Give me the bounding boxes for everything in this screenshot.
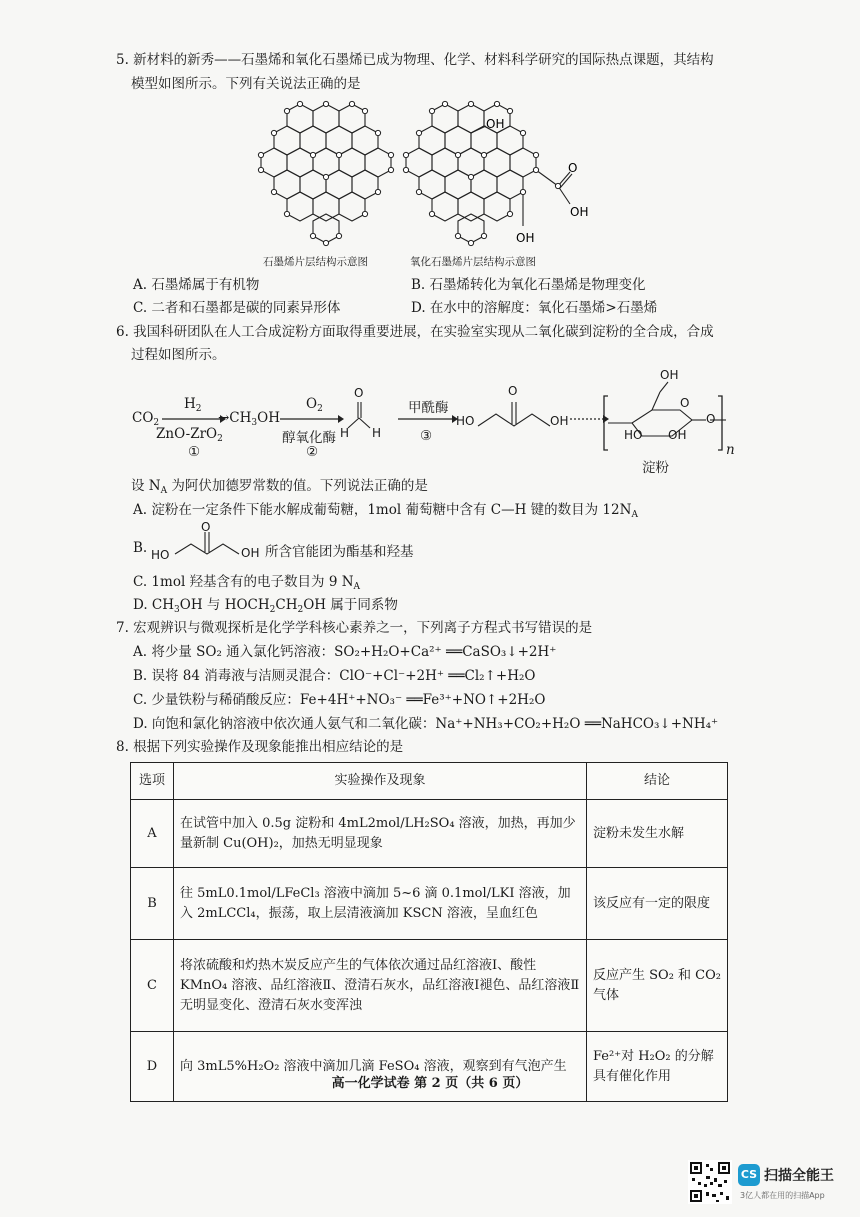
graphene-oxide-structure-diagram [400, 96, 600, 248]
graphene-structure-diagram [255, 96, 395, 248]
q6-d-d: OH 属于同系物 [303, 597, 398, 613]
q8-stem: 8. 根据下列实验操作及现象能推出相应结论的是 [116, 739, 404, 755]
formaldehyde-o: O [354, 386, 364, 400]
q5-option-c: C. 二者和石墨都是碳的同素异形体 [133, 300, 341, 316]
q6-b-o: O [201, 520, 211, 534]
experiment-table [130, 762, 728, 1102]
cat1-sub: 2 [217, 434, 223, 444]
o2-text: O [306, 396, 318, 412]
q5-option-b: B. 石墨烯转化为氧化石墨烯是物理变化 [411, 277, 646, 293]
dha-ho: HO [456, 414, 475, 428]
table-row [131, 1032, 728, 1102]
row-b-conclusion: 该反应有一定的限度 [587, 868, 728, 940]
step3-label: ③ [420, 428, 433, 444]
catalyst2: 醇氧化酶 [282, 430, 336, 446]
qr-code-icon [688, 1160, 732, 1204]
co2-text: CO [132, 410, 154, 426]
starch-oh: OH [668, 428, 687, 442]
q6-b-prefix: B. [133, 540, 148, 556]
row-a-conclusion: 淀粉未发生水解 [587, 800, 728, 868]
o2-sub: 2 [317, 404, 323, 414]
arrow-step3 [398, 414, 458, 424]
arrow-step1 [162, 414, 226, 424]
q6-b-text: 所含官能团为酯基和羟基 [265, 544, 414, 560]
header-conclusion: 结论 [587, 763, 728, 800]
table-row [131, 868, 728, 940]
formaldehyde-h1: H [340, 426, 350, 440]
na-tail: 为阿伏加德罗常数的值。下列说法正确的是 [167, 478, 428, 494]
q6-d-c: CH [275, 597, 298, 613]
q7-option-a: A. 将少量 SO₂ 通入氯化钙溶液：SO₂+H₂O+Ca²⁺ ══CaSO₃↓+2H⁺ [133, 644, 557, 660]
watermark-brand: 扫描全能王 [764, 1168, 834, 1184]
row-a-option: A [131, 800, 174, 868]
oh-top-label: OH [486, 117, 505, 131]
h2-sub: 2 [195, 404, 202, 414]
q6-na-definition [131, 476, 428, 501]
graphene-caption: 石墨烯片层结构示意图 [263, 256, 368, 268]
q6-a-text: A. 淀粉在一定条件下能水解成葡萄糖，1mol 葡萄糖中含有 C—H 键的数目为 12N [133, 502, 632, 518]
row-d-option: D [131, 1032, 174, 1102]
q6-d-a: D. CH [133, 597, 175, 613]
q5-stem-line1: 5. 新材料的新秀——石墨烯和氧化石墨烯已成为物理、化学、材料科学研究的国际热点课题，其结构 [116, 52, 714, 68]
q7-option-d: D. 向饱和氯化钠溶液中依次通人氨气和二氧化碳：Na⁺+NH₃+CO₂+H₂O ══NaHCO₃↓+NH₄⁺ [133, 716, 719, 732]
starch-label: 淀粉 [642, 460, 669, 476]
q6-d-s3: 2 [297, 605, 304, 615]
starch-n: n [726, 442, 735, 458]
oh-bottom-label: OH [516, 231, 535, 245]
table-row [131, 800, 728, 868]
catalyst3: 甲酰酶 [408, 400, 449, 416]
row-c-option: C [131, 940, 174, 1032]
row-d-conclusion: Fe²⁺对 H₂O₂ 的分解具有催化作用 [587, 1032, 728, 1102]
arrow-step2 [280, 414, 344, 424]
starch-oh-top: OH [660, 368, 679, 382]
q6-stem-line2: 过程如图所示。 [131, 347, 226, 363]
row-a-operation: 在试管中加入 0.5g 淀粉和 4mL2mol/LH₂SO₄ 溶液，加热，再加少量新制 Cu(OH)₂，加热无明显现象 [174, 800, 587, 868]
q6-a-sub: A [631, 510, 638, 520]
synthesis-scheme [132, 368, 735, 478]
cat1-text: ZnO-ZrO [156, 426, 218, 442]
starch-ho: HO [624, 428, 643, 442]
q6-d-s2: 2 [269, 605, 276, 615]
q6-stem-line1: 6. 我国科研团队在人工合成淀粉方面取得重要进展，在实验室实现从二氧化碳到淀粉的全合成，合成 [116, 324, 714, 340]
na-text: 设 N [131, 478, 161, 494]
q7-stem: 7. 宏观辨识与微观探析是化学学科核心素养之一，下列离子方程式书写错误的是 [116, 620, 593, 636]
q7-option-c: C. 少量铁粉与稀硝酸反应：Fe+4H⁺+NO₃⁻ ══Fe³⁺+NO↑+2H₂O [133, 692, 546, 708]
starch-ring-o: O [680, 396, 690, 410]
o2-reagent [306, 396, 323, 414]
q5-stem-line2: 模型如图所示。下列有关说法正确的是 [131, 76, 361, 92]
q7-option-b: B. 误将 84 消毒液与洁厕灵混合：ClO⁻+Cl⁻+2H⁺ ══Cl₂↑+H₂O [133, 668, 536, 684]
step1-label: ① [188, 444, 201, 460]
starch-link-o: O [706, 412, 716, 426]
graphene-oxide-caption: 氧化石墨烯片层结构示意图 [410, 256, 536, 268]
h2-reagent [184, 396, 202, 414]
q6-option-d [133, 595, 398, 620]
header-option: 选项 [131, 763, 174, 800]
q6-c-text: C. 1mol 羟基含有的电子数目为 9 N [133, 574, 354, 590]
dha-o: O [508, 384, 518, 398]
q6-option-b [133, 520, 533, 566]
formaldehyde-h2: H [372, 426, 382, 440]
h2-text: H [184, 396, 196, 412]
dha-oh: OH [550, 414, 569, 428]
row-c-conclusion: 反应产生 SO₂ 和 CO₂ 气体 [587, 940, 728, 1032]
carboxyl-oh-label: OH [570, 205, 589, 219]
watermark-tagline: 3亿人都在用的扫描App [740, 1191, 825, 1200]
methanol-formula [218, 410, 280, 428]
header-operation: 实验操作及现象 [174, 763, 587, 800]
table-row [131, 940, 728, 1032]
na-sub: A [160, 486, 168, 496]
row-d-operation: 向 3mL5%H₂O₂ 溶液中滴加几滴 FeSO₄ 溶液，观察到有气泡产生 [174, 1032, 587, 1102]
q5-option-d: D. 在水中的溶解度：氧化石墨烯>石墨烯 [411, 300, 658, 316]
q6-c-sub: A [353, 582, 361, 592]
camscanner-logo-icon: CS [738, 1164, 760, 1186]
q6-b-oh: OH [241, 546, 260, 560]
step2-label: ② [306, 444, 319, 460]
co2-sub: 2 [153, 418, 160, 428]
row-b-option: B [131, 868, 174, 940]
q6-option-c [133, 572, 360, 597]
carbonyl-o-label: O [568, 161, 578, 175]
ch3-sub: 3 [251, 418, 258, 428]
row-c-operation: 将浓硫酸和灼热木炭反应产生的气体依次通过品红溶液Ⅰ、酸性 KMnO₄ 溶液、品红溶液Ⅱ、澄清石灰水，品红溶液Ⅰ褪色、品红溶液Ⅱ无明显变化、澄清石灰水变浑浊 [174, 940, 587, 1032]
q5-option-a: A. 石墨烯属于有机物 [133, 277, 260, 293]
q6-d-b: OH 与 HOCH [179, 597, 270, 613]
ch3-text: →CH [218, 410, 252, 426]
catalyst1 [156, 426, 223, 444]
q6-d-s1: 3 [174, 605, 180, 615]
oh-text: OH [257, 410, 280, 426]
page-footer: 高一化学试卷 第 2 页（共 6 页） [331, 1076, 529, 1091]
q6-b-ho: HO [151, 548, 170, 562]
table-header-row [131, 763, 728, 800]
row-b-operation: 往 5mL0.1mol/LFeCl₃ 溶液中滴加 5~6 滴 0.1mol/LKI 溶液，加入 2mLCCl₄，振荡，取上层清液滴加 KSCN 溶液，呈血红色 [174, 868, 587, 940]
